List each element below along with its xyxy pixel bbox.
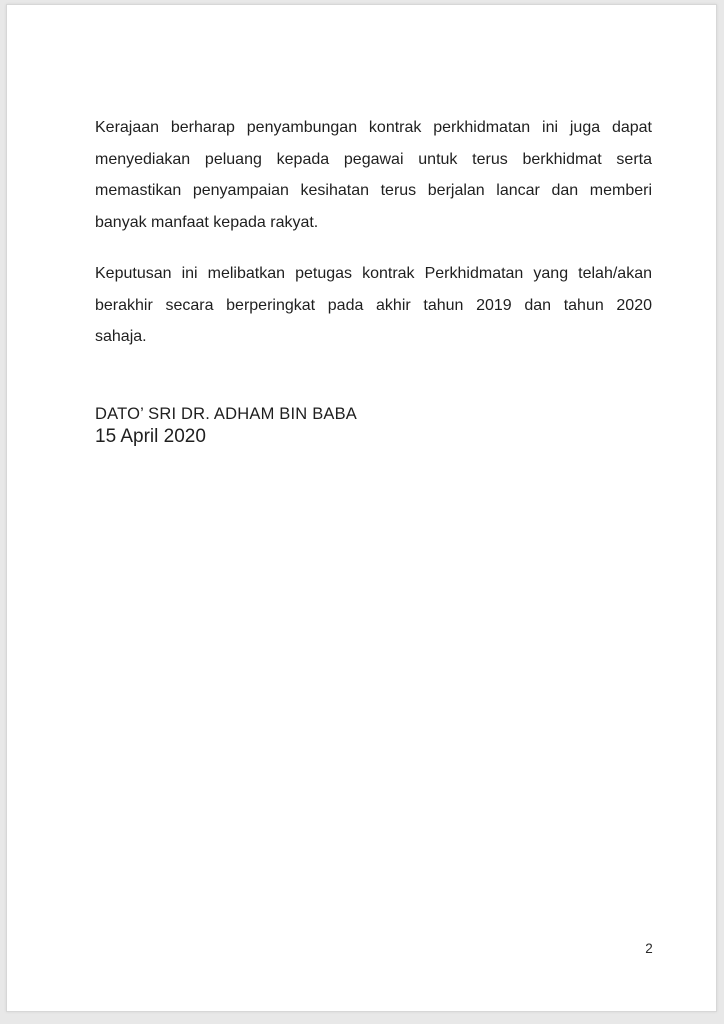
paragraph-1-line-3: memastikan penyampaian kesihatan terus berjalan lancar dan memberi: [95, 182, 652, 199]
signature-block: [95, 404, 357, 448]
signatory-name: DATO’ SRI DR. ADHAM BIN BABA: [95, 405, 358, 423]
signature-date: 15 April 2020: [95, 426, 206, 447]
paragraph-2: [95, 258, 652, 353]
paragraph-2-line-1: Keputusan ini melibatkan petugas kontrak Perkhidmatan yang telah/akan: [95, 265, 652, 282]
paragraph-2-line-3: sahaja.: [95, 328, 147, 345]
paragraph-1: [95, 112, 652, 238]
paragraph-1-line-4: banyak manfaat kepada rakyat.: [95, 213, 319, 231]
document-page: [6, 4, 717, 1012]
paragraph-1-line-1: Kerajaan berharap penyambungan kontrak perkhidmatan ini juga dapat: [95, 119, 652, 136]
paragraph-1-line-2: menyediakan peluang kepada pegawai untuk terus berkhidmat serta: [95, 150, 652, 168]
paragraph-2-line-2: berakhir secara berperingkat pada akhir tahun 2019 dan tahun 2020: [95, 296, 652, 314]
page-number: 2: [645, 941, 653, 956]
